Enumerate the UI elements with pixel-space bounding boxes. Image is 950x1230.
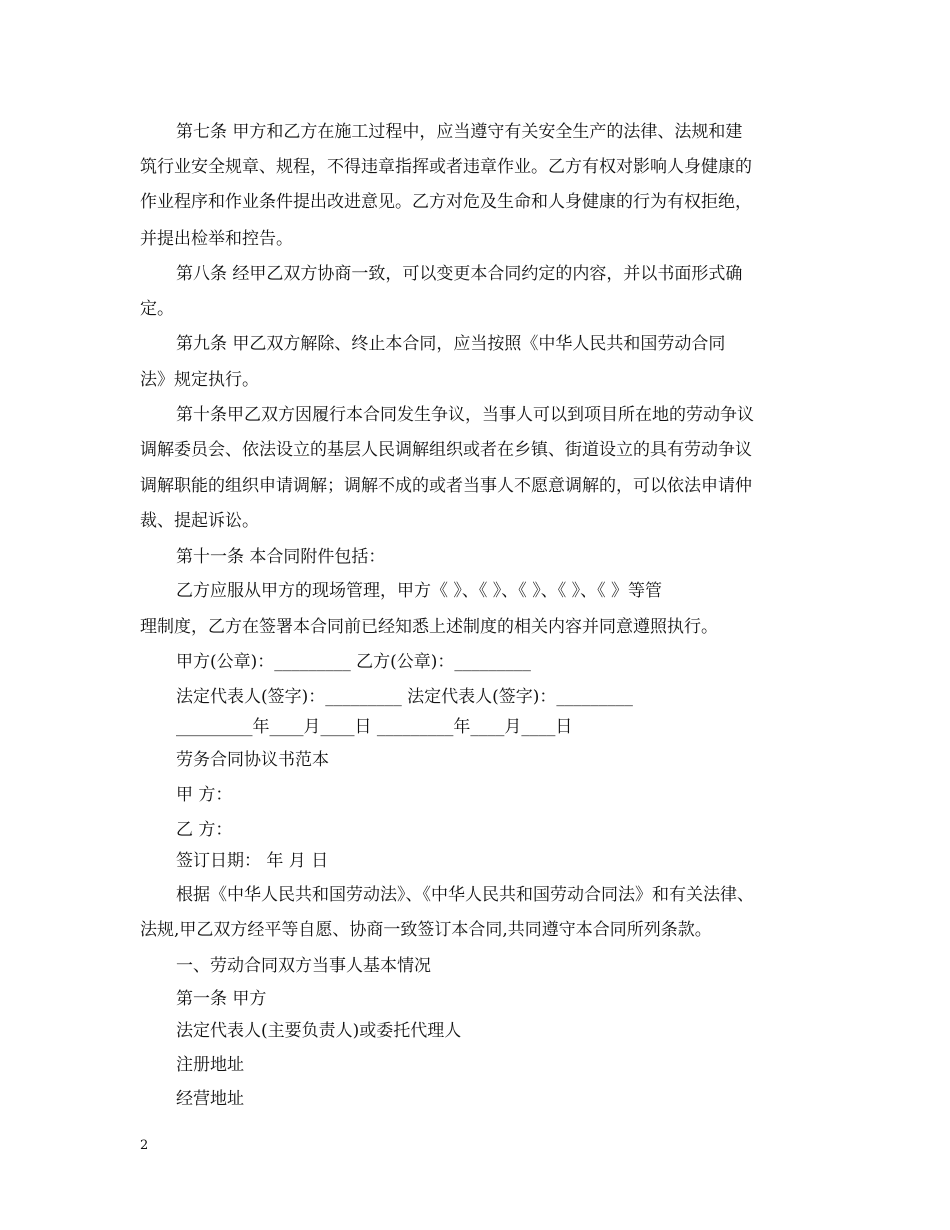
text-line: 第十一条 本合同附件包括： (176, 547, 386, 567)
text-line: 第一条 甲方 (176, 989, 267, 1009)
text-line: 调解职能的组织申请调解；调解不成的或者当事人不愿意调解的，可以依法申请仲 (140, 476, 752, 496)
text-line: _________年____月____日 _________年____月____日 (176, 717, 573, 737)
section-heading: 一、劳动合同双方当事人基本情况 (176, 956, 431, 976)
text-line: 甲 方： (176, 785, 233, 805)
text-line: 理制度，乙方在签署本合同前已经知悉上述制度的相关内容并同意遵照执行。 (140, 617, 718, 637)
text-line: 法定代表人(签字)：_________ 法定代表人(签字)：_________ (176, 687, 633, 707)
text-line: 第八条 经甲乙双方协商一致，可以变更本合同约定的内容，并以书面形式确 (176, 264, 743, 284)
text-line: 根据《中华人民共和国劳动法》、《中华人民共和国劳动合同法》和有关法律、 (176, 885, 754, 905)
text-line: 并提出检举和控告。 (140, 229, 293, 249)
text-line: 经营地址 (176, 1089, 244, 1109)
text-line: 第十条甲乙双方因履行本合同发生争议，当事人可以到项目所在地的劳动争议 (176, 405, 754, 425)
text-line: 第九条 甲乙双方解除、终止本合同，应当按照《中华人民共和国劳动合同 (176, 334, 726, 354)
text-line: 筑行业安全规章、规程，不得违章指挥或者违章作业。乙方有权对影响人身健康的 (140, 157, 752, 177)
text-line: 法》规定执行。 (140, 370, 259, 390)
text-line: 甲方(公章)：_________ 乙方(公章)：_________ (176, 652, 531, 672)
text-line: 定。 (140, 299, 174, 319)
text-line: 法规,甲乙双方经平等自愿、协商一致签订本合同,共同遵守本合同所列条款。 (140, 920, 712, 940)
text-line: 法定代表人(主要负责人)或委托代理人 (176, 1021, 462, 1041)
section-title: 劳务合同协议书范本 (176, 750, 329, 770)
text-line: 裁、提起诉讼。 (140, 511, 259, 531)
text-line: 作业程序和作业条件提出改进意见。乙方对危及生命和人身健康的行为有权拒绝， (140, 192, 752, 212)
text-line: 签订日期： 年 月 日 (176, 851, 329, 871)
text-line: 调解委员会、依法设立的基层人民调解组织或者在乡镇、街道设立的具有劳动争议 (140, 440, 752, 460)
text-line: 乙 方： (176, 820, 233, 840)
text-line: 第七条 甲方和乙方在施工过程中，应当遵守有关安全生产的法律、法规和建 (176, 122, 743, 142)
text-line: 乙方应服从甲方的现场管理，甲方《 》、《 》、《 》、《 》、《 》等管 (176, 581, 663, 601)
page-number: 2 (140, 1138, 149, 1153)
text-line: 注册地址 (176, 1055, 244, 1075)
